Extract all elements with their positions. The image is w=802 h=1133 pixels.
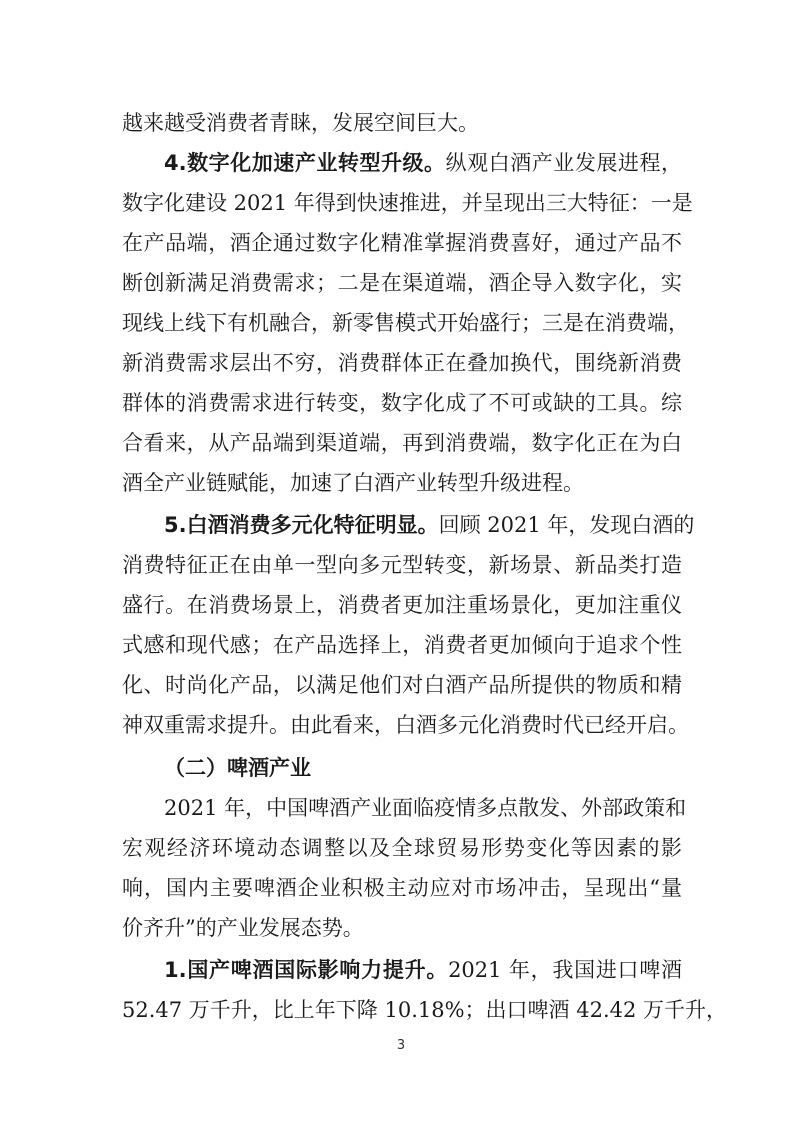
paragraph-line: 群体的消费需求进行转变，数字化成了不可或缺的工具。综	[122, 391, 682, 415]
bold-subheading: 5.白酒消费多元化特征明显。	[164, 513, 439, 537]
bold-subheading: 1.国产啤酒国际影响力提升。	[164, 958, 449, 982]
bold-subheading: 4.数字化加速产业转型升级。	[164, 151, 446, 175]
section-heading-line-beer-influence	[164, 950, 682, 990]
page-number: 3	[396, 1038, 406, 1053]
paragraph-line: 2021 年，中国啤酒产业面临疫情多点散发、外部政策和	[164, 796, 687, 820]
section-heading-beer-industry: （二）啤酒产业	[164, 756, 311, 780]
section-heading-line-digitalization	[164, 143, 682, 183]
paragraph-line: 价齐升”的产业发展态势。	[122, 916, 364, 940]
paragraph-line: 宏观经济环境动态调整以及全球贸易形势变化等因素的影	[122, 836, 682, 860]
paragraph-line: 新消费需求层出不穷，消费群体正在叠加换代，围绕新消费	[122, 351, 682, 375]
paragraph-text: 回顾 2021 年，发现白酒的	[438, 513, 695, 537]
paragraph-text: 纵观白酒产业发展进程，	[445, 151, 683, 175]
paragraph-line: 消费特征正在由单一型向多元型转变，新场景、新品类打造	[122, 553, 682, 577]
paragraph-line: 酒全产业链赋能，加速了白酒产业转型升级进程。	[122, 471, 584, 495]
paragraph-line: 在产品端，酒企通过数字化精准掌握消费喜好，通过产品不	[122, 231, 682, 255]
paragraph-text: 2021 年，我国进口啤酒	[448, 958, 683, 982]
paragraph-line: 断创新满足消费需求；二是在渠道端，酒企导入数字化，实	[122, 271, 682, 295]
paragraph-line: 合看来，从产品端到渠道端，再到消费端，数字化正在为白	[122, 431, 682, 455]
section-heading-line-diversification	[164, 505, 695, 545]
paragraph-line: 越来越受消费者青睐，发展空间巨大。	[122, 111, 479, 135]
paragraph-line: 化、时尚化产品，以满足他们对白酒产品所提供的物质和精	[122, 673, 682, 697]
paragraph-line: 现线上线下有机融合，新零售模式开始盛行；三是在消费端，	[122, 311, 689, 335]
paragraph-line: 神双重需求提升。由此看来，白酒多元化消费时代已经开启。	[122, 713, 689, 737]
paragraph-line: 响，国内主要啤酒企业积极主动应对市场冲击，呈现出“量	[122, 876, 682, 900]
paragraph-line: 盛行。在消费场景上，消费者更加注重场景化，更加注重仪	[122, 593, 682, 617]
paragraph-line: 52.47 万千升，比上年下降 10.18%；出口啤酒 42.42 万千升，	[122, 998, 728, 1022]
paragraph-line: 式感和现代感；在产品选择上，消费者更加倾向于追求个性	[122, 633, 682, 657]
paragraph-line: 数字化建设 2021 年得到快速推进，并呈现出三大特征：一是	[122, 191, 693, 215]
